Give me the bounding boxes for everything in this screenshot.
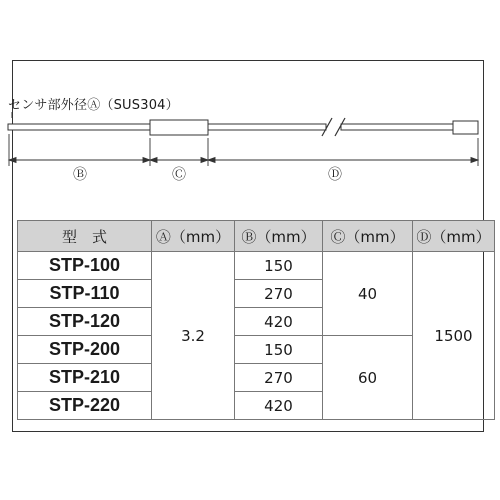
dimension-d-label: Ⓓ — [328, 167, 342, 183]
c-value-cell: 60 — [323, 336, 413, 420]
b-value-cell: 420 — [235, 392, 323, 420]
specification-table — [17, 220, 495, 420]
cable-part-right — [341, 124, 453, 130]
header-model: 型 式 — [18, 221, 152, 252]
model-cell: STP-220 — [18, 392, 152, 420]
b-value-cell: 150 — [235, 252, 323, 280]
cable-part-left — [208, 124, 326, 130]
b-value-cell: 270 — [235, 280, 323, 308]
table-row — [18, 252, 495, 280]
sensor-outer-diameter-label: センサ部外径Ⓐ（SUS304） — [8, 98, 179, 113]
extension-lines — [9, 134, 478, 166]
header-c: Ⓒ（mm） — [323, 221, 413, 252]
dimension-lines — [9, 158, 478, 163]
b-value-cell: 150 — [235, 336, 323, 364]
sleeve-part — [150, 120, 208, 135]
c-value-cell: 40 — [323, 252, 413, 336]
header-a: Ⓐ（mm） — [152, 221, 235, 252]
dimension-b-label: Ⓑ — [73, 167, 87, 183]
model-cell: STP-200 — [18, 336, 152, 364]
a-value-cell: 3.2 — [152, 252, 235, 420]
table-header-row — [18, 221, 495, 252]
d-value-cell: 1500 — [413, 252, 495, 420]
b-value-cell: 420 — [235, 308, 323, 336]
header-b: Ⓑ（mm） — [235, 221, 323, 252]
cable-end-terminal — [453, 121, 478, 134]
model-cell: STP-110 — [18, 280, 152, 308]
header-d: Ⓓ（mm） — [413, 221, 495, 252]
model-cell: STP-210 — [18, 364, 152, 392]
model-cell: STP-100 — [18, 252, 152, 280]
model-cell: STP-120 — [18, 308, 152, 336]
dimension-c-label: Ⓒ — [172, 167, 186, 183]
b-value-cell: 270 — [235, 364, 323, 392]
sensor-probe — [8, 124, 150, 130]
